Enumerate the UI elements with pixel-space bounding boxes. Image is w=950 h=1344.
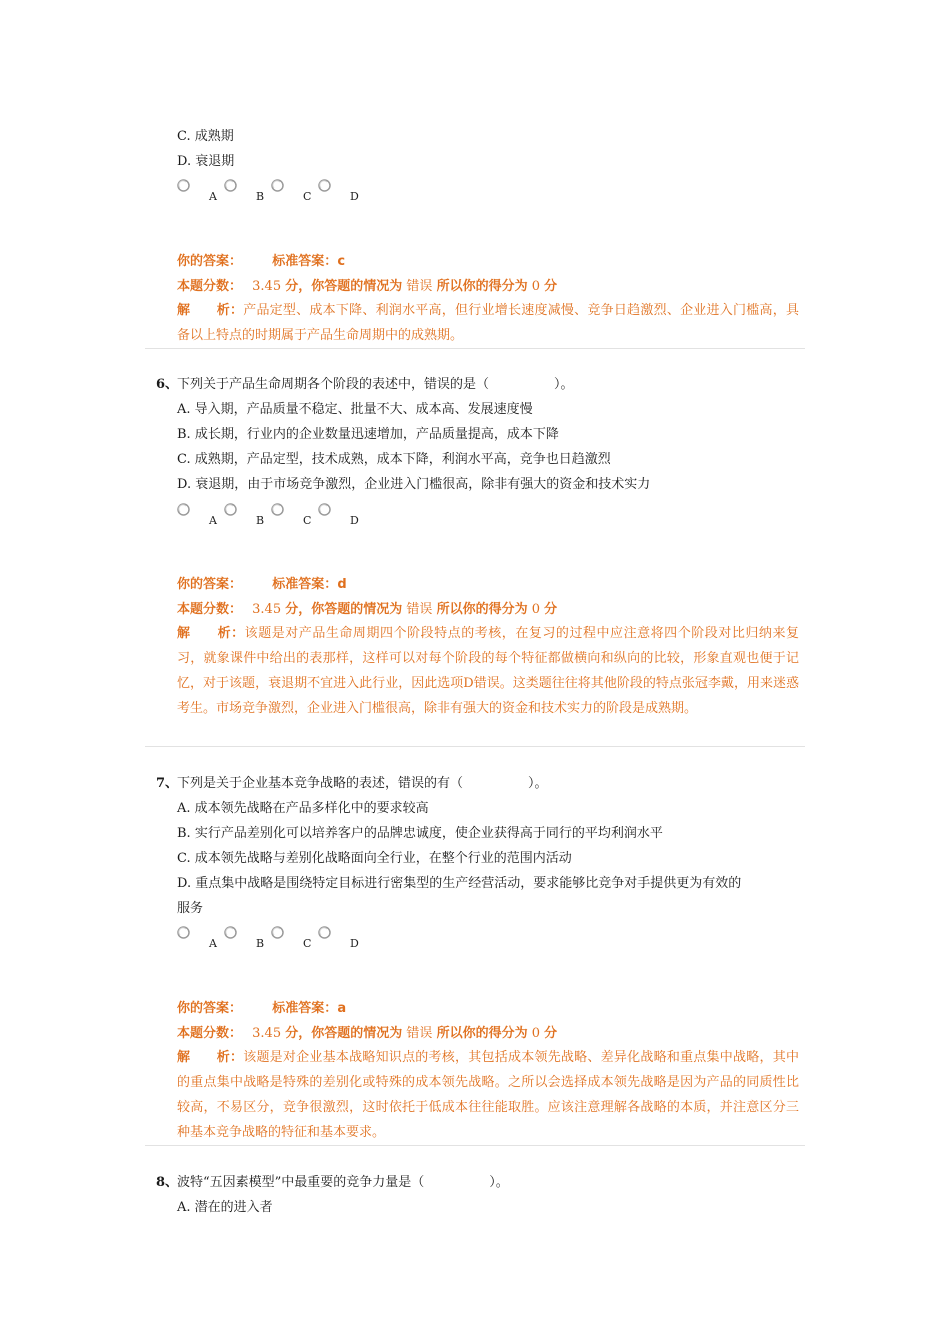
q7-analysis-text: 该题是对企业基本战略知识点的考核，其包括成本领先战略、差异化战略和重点集中战略，其中的重点集中战略是特殊的差别化或特殊的成本领先战略。之所以会选择成本领先战略是因为产品的同质性比较高，不易区分，竞争很激烈，这时依托于低成本往往能取胜。应该注意理解各战略的本质，并注意区分三种基本竞争战略的特征和基本要求。	[177, 1050, 799, 1140]
q7-option-b: B. 实行产品差别化可以培养客户的品牌忠诚度，使企业获得高于同行的平均利润水平	[177, 826, 663, 841]
q5-analysis	[177, 298, 799, 348]
q7-analysis-label: 解 析：	[177, 1050, 244, 1065]
q6-number: 6、	[156, 377, 179, 392]
q7-score-line	[177, 1026, 557, 1042]
q7-option-c: C. 成本领先战略与差别化战略面向全行业，在整个行业的范围内活动	[177, 851, 572, 866]
q7-your-answer-label: 你的答案：	[177, 1001, 243, 1016]
q7-radio-b[interactable]	[224, 926, 237, 939]
q5-analysis-text: 产品定型、成本下降、利润水平高，但行业增长速度减慢、竞争日趋激烈、企业进入门槛高，具备以上特点的时期属于产品生命周期中的成熟期。	[177, 303, 799, 343]
q6-radio-a[interactable]	[177, 503, 190, 516]
q5-analysis-label: 解 析：	[177, 303, 244, 318]
q5-choice-d-label: D	[350, 190, 359, 203]
q5-radio-d[interactable]	[318, 179, 331, 192]
q6-radio-b[interactable]	[224, 503, 237, 516]
q5-score-label: 本题分数：	[177, 279, 243, 294]
q6-option-c: C. 成熟期，产品定型，技术成熟，成本下降，利润水平高，竞争也日趋激烈	[177, 452, 611, 467]
q6-choice-a-label: A	[209, 514, 217, 527]
q7-std-answer-label: 标准答案：	[272, 1001, 338, 1016]
q6-analysis	[177, 621, 799, 721]
q7-status: 错误	[406, 1026, 433, 1041]
q7-option-d: D. 重点集中战略是围绕特定目标进行密集型的生产经营活动，要求能够比竞争对手提供更为有效的	[177, 876, 742, 891]
q8-number: 8、	[156, 1175, 179, 1190]
q7-score-unit: 分，你答题的情况为	[285, 1026, 403, 1041]
q6-got-label: 所以你的得分为	[436, 602, 528, 617]
q6-choice-c-label: C	[303, 514, 312, 527]
q6-option-a: A. 导入期，产品质量不稳定、批量不大、成本高、发展速度慢	[177, 402, 533, 417]
q7-score-label: 本题分数：	[177, 1026, 243, 1041]
q7-text: 下列是关于企业基本竞争战略的表述，错误的有（ ）。	[177, 776, 548, 791]
q7-choice-c-label: C	[303, 937, 312, 950]
q5-radio-c[interactable]	[271, 179, 284, 192]
q6-std-answer: d	[337, 577, 347, 592]
q6-radio-c[interactable]	[271, 503, 284, 516]
q7-option-d-cont: 服务	[177, 901, 204, 916]
q5-std-answer: c	[337, 254, 346, 269]
q5-choice-c-label: C	[303, 190, 312, 203]
q6-score: 3.45	[252, 602, 282, 617]
q7-option-a: A. 成本领先战略在产品多样化中的要求较高	[177, 801, 429, 816]
q8-text: 波特“五因素模型”中最重要的竞争力量是（ ）。	[177, 1175, 509, 1190]
q7-radio-a[interactable]	[177, 926, 190, 939]
q6-choice-d-label: D	[350, 514, 359, 527]
q5-score: 3.45	[252, 279, 282, 294]
q5-std-answer-label: 标准答案：	[272, 254, 338, 269]
q5-got-unit: 分	[544, 279, 558, 294]
q7-radio-c[interactable]	[271, 926, 284, 939]
separator	[145, 746, 805, 747]
q6-std-answer-label: 标准答案：	[272, 577, 338, 592]
separator	[145, 348, 805, 349]
q7-analysis	[177, 1045, 799, 1145]
q7-answer-line	[177, 1001, 346, 1017]
q6-got: 0	[531, 602, 540, 617]
q6-choice-b-label: B	[256, 514, 265, 527]
q5-your-answer-label: 你的答案：	[177, 254, 243, 269]
q7-choice-d-label: D	[350, 937, 359, 950]
q6-analysis-text: 该题是对产品生命周期四个阶段特点的考核，在复习的过程中应注意将四个阶段对比归纳来复习，就象课件中给出的表那样，这样可以对每个阶段的每个特征都做横向和纵向的比较，形象直观也便于记忆，对于该题，衰退期不宜进入此行业，因此选项D错误。这类题往往将其他阶段的特点张冠李戴，用来迷惑考生。市场竞争激烈，企业进入门槛很高，除非有强大的资金和技术实力的阶段是成熟期。	[177, 626, 799, 716]
q5-score-line	[177, 279, 557, 295]
q6-score-line	[177, 602, 557, 618]
q6-score-unit: 分，你答题的情况为	[285, 602, 403, 617]
q7-choice-b-label: B	[256, 937, 265, 950]
q6-option-d: D. 衰退期，由于市场竞争激烈，企业进入门槛很高，除非有强大的资金和技术实力	[177, 477, 651, 492]
q6-answer-line	[177, 577, 347, 593]
q6-status: 错误	[406, 602, 433, 617]
q7-got-label: 所以你的得分为	[436, 1026, 528, 1041]
q6-text: 下列关于产品生命周期各个阶段的表述中，错误的是（ ）。	[177, 377, 574, 392]
q5-status: 错误	[406, 279, 433, 294]
q7-radio-d[interactable]	[318, 926, 331, 939]
q6-analysis-label: 解 析：	[177, 626, 245, 641]
q7-got-unit: 分	[544, 1026, 558, 1041]
q7-choice-a-label: A	[209, 937, 217, 950]
q7-radio-group	[177, 926, 377, 956]
q5-answer-line	[177, 254, 345, 270]
q5-option-c: C. 成熟期	[177, 129, 234, 144]
q5-radio-b[interactable]	[224, 179, 237, 192]
q6-radio-group	[177, 503, 377, 533]
q5-choice-b-label: B	[256, 190, 265, 203]
q6-your-answer-label: 你的答案：	[177, 577, 243, 592]
q7-std-answer: a	[337, 1001, 347, 1016]
q7-score: 3.45	[252, 1026, 282, 1041]
q5-got: 0	[531, 279, 540, 294]
q6-got-unit: 分	[544, 602, 558, 617]
q5-radio-group	[177, 179, 377, 209]
q5-choice-a-label: A	[209, 190, 217, 203]
q7-got: 0	[531, 1026, 540, 1041]
q6-option-b: B. 成长期，行业内的企业数量迅速增加，产品质量提高，成本下降	[177, 427, 559, 442]
separator	[145, 1145, 805, 1146]
q5-got-label: 所以你的得分为	[436, 279, 528, 294]
q6-score-label: 本题分数：	[177, 602, 243, 617]
q7-number: 7、	[156, 776, 179, 791]
q6-radio-d[interactable]	[318, 503, 331, 516]
q5-radio-a[interactable]	[177, 179, 190, 192]
q8-option-a: A. 潜在的进入者	[177, 1200, 273, 1215]
q5-score-unit: 分，你答题的情况为	[285, 279, 403, 294]
q5-option-d: D. 衰退期	[177, 154, 235, 169]
